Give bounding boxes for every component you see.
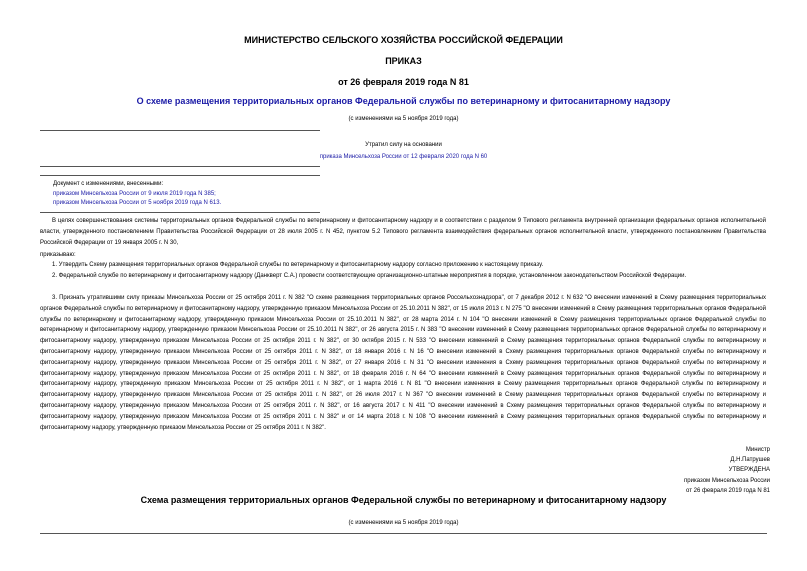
divider	[40, 533, 767, 534]
signature-position: Министр	[745, 447, 770, 453]
item-1	[40, 260, 766, 271]
item-3	[40, 293, 766, 433]
order-title-link[interactable]: О схеме размещения территориальных органов Федеральной службы по ветеринарному и фитосанитарному надзору	[136, 96, 671, 106]
signature-name: Д.Н.Патрушев	[730, 457, 770, 464]
amendments-intro: Документ с изменениями, внесенными:	[53, 181, 164, 187]
appendix-title: Схема размещения территориальных органов Федеральной службы по ветеринарному и фитосанитарному надзору	[140, 495, 667, 505]
order-word: приказываю:	[40, 252, 76, 258]
amendments-block	[53, 180, 221, 209]
ministry-heading: МИНИСТЕРСТВО СЕЛЬСКОГО ХОЗЯЙСТВА РОССИЙСКОЙ ФЕДЕРАЦИИ	[244, 35, 563, 45]
invalidated-notice	[0, 139, 807, 163]
preamble-text: В целях совершенствования системы территориальных органов Федеральной службы по ветеринарному и фитосанитарному надзору и в соответствии с разделом 9 Типового регламента внутренней организации федеральных органов исполнительной власти, утвержденного постановлением Правительства Российской Федерации от 28 июля 2005 г. N 452, пунктом 5.2 Типового регламента взаимодействия федеральных органов исполнительной власти, утвержденного постановлением Правительства Российской Федерации от 19 января 2005 г. N 30,	[40, 218, 766, 246]
amendment-link[interactable]: приказом Минсельхоза России от 5 ноября 2019 года N 613.	[53, 200, 222, 206]
divider	[40, 212, 320, 213]
item-2	[40, 271, 766, 282]
preamble-paragraph	[40, 216, 766, 248]
divider	[40, 175, 320, 176]
approved-by-order: приказом Минсельхоза России	[684, 477, 770, 484]
divider	[40, 130, 320, 131]
amendment-link[interactable]: приказом Минсельхоза России от 9 июля 2019 года N 385;	[53, 190, 216, 197]
divider	[40, 166, 320, 167]
invalidated-text: Утратил силу на основании	[365, 142, 442, 148]
edition-note: (с изменениями на 5 ноября 2019 года)	[348, 116, 459, 122]
item-3-text: 3. Признать утратившими силу приказы Минсельхоза России от 25 октября 2011 г. N 382 "О схеме размещения территориальных органов Россельхознадзора", от 7 декабря 2012 г. N 632 "О внесении изменений в Схему размещения территориальных органов Федеральной службы по ветеринарному и фитосанитарному надзору, утвержденную приказом Минсельхоза России от 25.10.2011 N 382", от 15 июля 2013 г. N 275 "О внесении изменений в Схему размещения территориальных органов Федеральной службы по ветеринарному и фитосанитарному надзору, утвержденную приказом Минсельхоза России от 25.10.2011 N 382", от 28 марта 2014 г. N 104 "О внесении изменений в Схему размещения территориальных органов Федеральной службы по ветеринарному и фитосанитарному надзору, утвержденную приказом Минсельхоза России от 25.10.2011 N 382", от 26 августа 2015 г. N 383 "О внесении изменений в Схему размещения территориальных органов Федеральной службы по ветеринарному и фитосанитарному надзору, утвержденную приказом Минсельхоза России от 25 октября 2011 г. N 382", от 30 октября 2015 г. N 533 "О внесении изменений в Схему размещения территориальных органов Федеральной службы по ветеринарному и фитосанитарному надзору, утвержденную приказом Минсельхоза России от 25 октября 2011 г. N 382", от 18 января 2016 г. N 16 "О внесении изменений в Схему размещения территориальных органов Федеральной службы по ветеринарному и фитосанитарному надзору, утвержденную приказом Минсельхоза России от 25 октября 2011 г. N 382", от 27 января 2016 г. N 31 "О внесении изменения в Схему размещения территориальных органов Федеральной службы по ветеринарному и фитосанитарному надзору, утвержденную приказом Минсельхоза России от 25 октября 2011 г. N 382", от 18 февраля 2016 г. N 64 "О внесении изменений в Схему размещения территориальных органов Федеральной службы по ветеринарному и фитосанитарному надзору, утвержденную приказом Минсельхоза России от 25 октября 2011 г. N 382", от 1 марта 2016 г. N 81 "О внесении изменения в Схему размещения территориальных органов Федеральной службы по ветеринарному и фитосанитарному надзору, утвержденную приказом Минсельхоза России от 25 октября 2011 г. N 382", от 26 июля 2017 г. N 367 "О внесении изменений в Схему размещения территориальных органов Федеральной службы по ветеринарному и фитосанитарному надзору, утвержденную приказом Минсельхоза России от 25 октября 2011 г. N 382", от 16 августа 2017 г. N 411 "О внесении изменений в Схему размещения территориальных органов Федеральной службы по ветеринарному и фитосанитарному надзору, утвержденную приказом Минсельхоза России от 25 октября 2011 г. N 382" и от 14 марта 2018 г. N 108 "О внесении изменений в Схему размещения территориальных органов Федеральной службы по ветеринарному и фитосанитарному надзору, утвержденную приказом Минсельхоза России от 25 октября 2011 г. N 382".	[40, 295, 766, 431]
doc-type: ПРИКАЗ	[385, 56, 422, 66]
approved-date: от 26 февраля 2019 года N 81	[686, 487, 770, 494]
item-1-text: 1. Утвердить Схему размещения территориальных органов Федеральной службы по ветеринарному и фитосанитарному надзору согласно приложению к настоящему приказу.	[52, 262, 544, 268]
appendix-edition-note: (с изменениями на 5 ноября 2019 года)	[348, 520, 459, 526]
signature-block	[684, 445, 770, 496]
order-date-number: от 26 февраля 2019 года N 81	[338, 77, 469, 87]
invalidated-link[interactable]: приказа Минсельхоза России от 12 февраля 2020 года N 60	[319, 154, 488, 160]
approved-label: УТВЕРЖДЕНА	[728, 467, 770, 474]
item-2-text: 2. Федеральной службе по ветеринарному и фитосанитарному надзору (Данкверт С.А.) провести соответствующие организационно-штатные мероприятия в порядке, установленном законодательством Российской Федерации.	[52, 273, 687, 279]
